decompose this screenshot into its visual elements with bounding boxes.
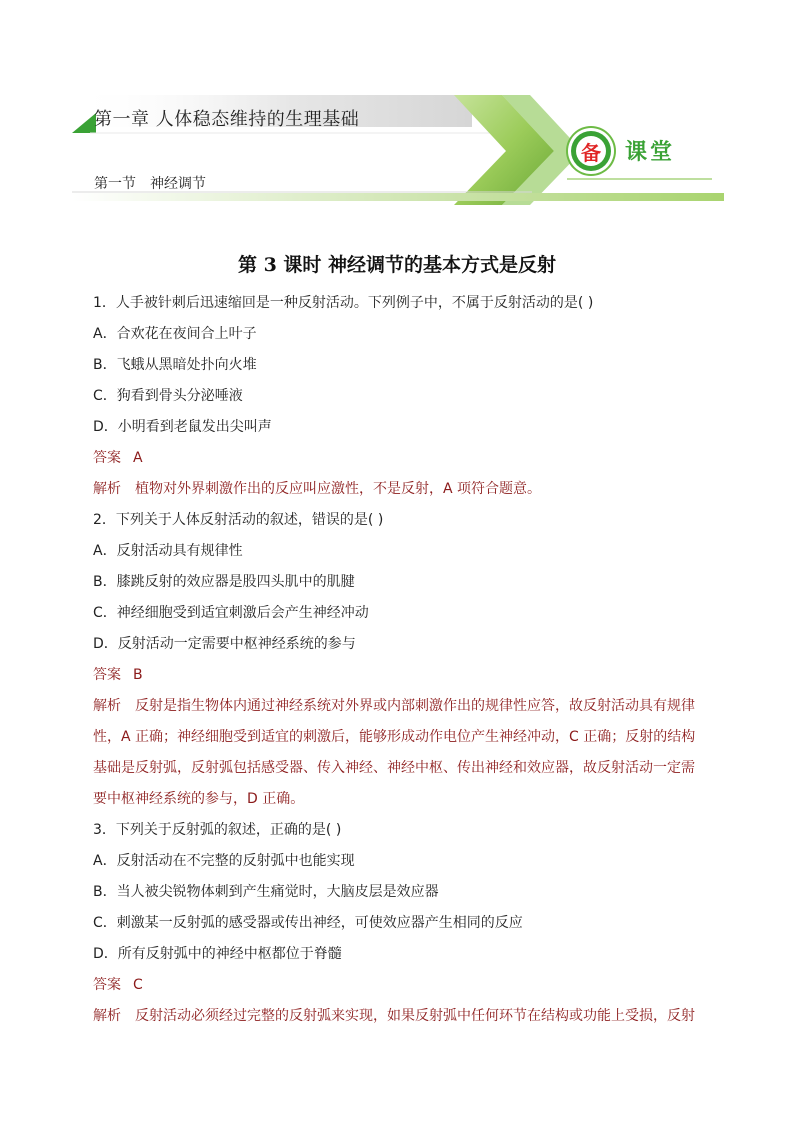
explanation bbox=[93, 691, 705, 722]
answer bbox=[93, 970, 705, 1001]
section-title bbox=[94, 173, 220, 193]
explanation-text: 要中枢神经系统的参与，D 正确。 bbox=[93, 791, 305, 807]
answer-label: 答案 bbox=[93, 667, 121, 683]
explanation-text: 性，A 正确；神经细胞受到适宜的刺激后，能够形成动作电位产生神经冲动，C 正确；反射的结构 bbox=[93, 729, 696, 745]
option: B．当人被尖锐物体刺到产生痛觉时，大脑皮层是效应器 bbox=[93, 884, 439, 900]
question bbox=[93, 505, 705, 815]
answer-label: 答案 bbox=[93, 977, 121, 993]
answer bbox=[93, 660, 705, 691]
explanation-text: 植物对外界刺激作出的反应叫应激性，不是反射，A 项符合题意。 bbox=[135, 481, 542, 497]
section-number: 第一节 bbox=[94, 176, 136, 192]
option: C．神经细胞受到适宜刺激后会产生神经冲动 bbox=[93, 605, 369, 621]
option: D．所有反射弧中的神经中枢都位于脊髓 bbox=[93, 946, 342, 962]
section-name: 神经调节 bbox=[150, 176, 206, 192]
badge-icon bbox=[571, 131, 611, 171]
question-stem: 1．人手被针刺后迅速缩回是一种反射活动。下列例子中，不属于反射活动的是( ) bbox=[93, 295, 594, 311]
chapter-header bbox=[72, 95, 724, 207]
option: A．反射活动在不完整的反射弧中也能实现 bbox=[93, 853, 355, 869]
explanation bbox=[93, 474, 705, 505]
option: A．反射活动具有规律性 bbox=[93, 543, 243, 559]
question-stem: 3．下列关于反射弧的叙述，正确的是( ) bbox=[93, 822, 342, 838]
question-stem: 2．下列关于人体反射活动的叙述，错误的是( ) bbox=[93, 512, 384, 528]
option: C．狗看到骨头分泌唾液 bbox=[93, 388, 243, 404]
answer-value: B bbox=[133, 667, 143, 683]
question bbox=[93, 815, 705, 1032]
option: D．小明看到老鼠发出尖叫声 bbox=[93, 419, 272, 435]
question bbox=[93, 288, 705, 505]
badge-word: 课堂 bbox=[625, 140, 676, 165]
page-title: 第 3 课时 神经调节的基本方式是反射 bbox=[237, 254, 557, 276]
question-list bbox=[93, 288, 705, 1032]
answer-value: A bbox=[133, 450, 143, 466]
option: A．合欢花在夜间合上叶子 bbox=[93, 326, 257, 342]
explanation-text: 反射活动必须经过完整的反射弧来实现，如果反射弧中任何环节在结构或功能上受损，反射 bbox=[135, 1008, 695, 1024]
option: D．反射活动一定需要中枢神经系统的参与 bbox=[93, 636, 356, 652]
explanation-label: 解析 bbox=[93, 481, 121, 497]
answer-label: 答案 bbox=[93, 450, 121, 466]
option: B．膝跳反射的效应器是股四头肌中的肌腱 bbox=[93, 574, 355, 590]
answer bbox=[93, 443, 705, 474]
explanation-label: 解析 bbox=[93, 698, 121, 714]
explanation-text: 反射是指生物体内通过神经系统对外界或内部刺激作出的规律性应答，故反射活动具有规律 bbox=[135, 698, 695, 714]
badge-char: 备 bbox=[576, 136, 606, 166]
explanation-text: 基础是反射弧，反射弧包括感受器、传入神经、神经中枢、传出神经和效应器，故反射活动一定需 bbox=[93, 760, 695, 776]
chapter-title: 第一章 人体稳态维持的生理基础 bbox=[94, 109, 360, 130]
explanation bbox=[93, 1001, 705, 1032]
answer-value: C bbox=[133, 977, 143, 993]
option: C．刺激某一反射弧的感受器或传出神经，可使效应器产生相同的反应 bbox=[93, 915, 523, 931]
option: B．飞蛾从黑暗处扑向火堆 bbox=[93, 357, 257, 373]
explanation-label: 解析 bbox=[93, 1008, 121, 1024]
